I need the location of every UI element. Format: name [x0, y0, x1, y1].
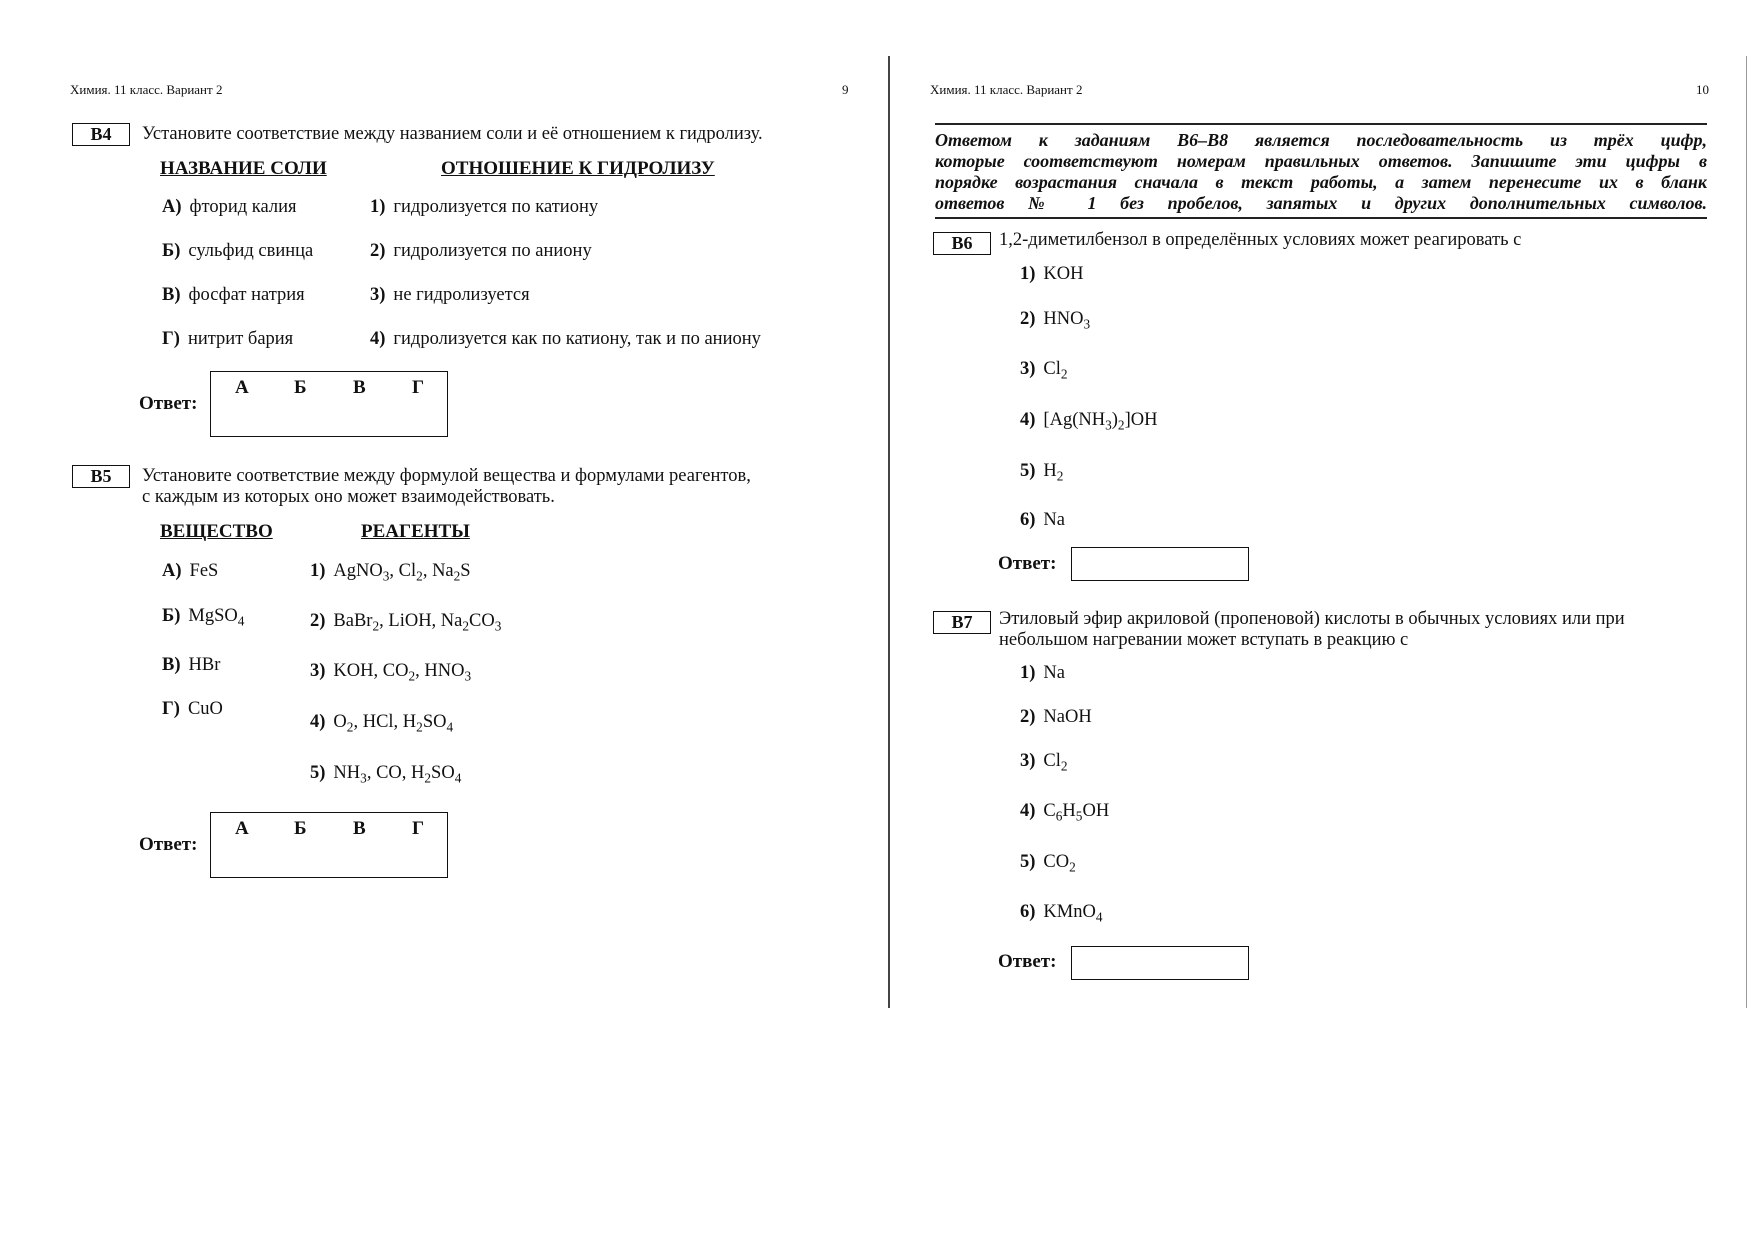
b6-formula: $H_2$ — [1043, 461, 1064, 484]
b7-formula: $Cl_2$ — [1043, 751, 1068, 774]
b4-left-item: В) фосфат натрия — [162, 285, 305, 305]
task-number-b7: B7 — [933, 611, 991, 634]
b5-grid-letter: В — [353, 818, 366, 839]
instruction-line: порядке возрастания сначала в текст работы, а затем перенесите их в бланк — [935, 172, 1707, 192]
b5-reagent-item: 5) $NH_3$, CO, $H_2SO_4$ — [310, 763, 462, 786]
b5-substance-item: А) FeS — [162, 561, 219, 581]
b4-answer-grid[interactable] — [210, 371, 448, 437]
b7-answer-label: Ответ: — [998, 951, 1057, 972]
b4-right-item: 2) гидролизуется по аниону — [370, 241, 592, 261]
b5-substance-item: В) HBr — [162, 655, 221, 675]
b4-question: Установите соответствие между названием соли и её отношением к гидролизу. — [142, 124, 763, 144]
instruction-block — [935, 130, 1707, 214]
b5-reagent-item: 1) AgNO$_3$, $Cl_2$, $Na_2S$ — [310, 561, 471, 584]
b7-option: 5) $CO_2$ — [1020, 852, 1076, 875]
b4-grid-letter: А — [235, 377, 249, 398]
b4-right-item: 3) не гидролизуется — [370, 285, 530, 305]
b6-formula: KOH — [1043, 264, 1084, 284]
b7-formula: $CO_2$ — [1043, 852, 1076, 875]
b7-option: 3) $Cl_2$ — [1020, 751, 1068, 774]
b5-question-line1: Установите соответствие между формулой вещества и формулами реагентов, — [142, 466, 751, 486]
b5-substance-item: Г) CuO — [162, 699, 223, 719]
right-header-title: Химия. 11 класс. Вариант 2 — [930, 82, 1083, 97]
instruction-bottom-rule — [935, 217, 1707, 219]
b5-grid-letter: Б — [294, 818, 307, 839]
b7-option: 1) Na — [1020, 663, 1065, 683]
instruction-line: ответов № 1 без пробелов, запятых и других дополнительных символов. — [935, 193, 1707, 213]
b7-formula: KMnO$_4$ — [1043, 902, 1103, 925]
b7-option: 2) NaOH — [1020, 707, 1092, 727]
task-number-b4: B4 — [72, 123, 130, 146]
b5-column-header-reagents: РЕАГЕНТЫ — [361, 521, 470, 542]
b5-formula: CuO — [187, 699, 223, 719]
b5-formula: KOH, $CO_2$, $HNO_3$ — [333, 661, 472, 684]
b7-formula: NaOH — [1043, 707, 1092, 727]
instruction-top-rule — [935, 123, 1707, 125]
b7-option: 4) $C_6H_5OH$ — [1020, 801, 1110, 824]
b7-question-line2: небольшом нагревании может вступать в реакцию с — [999, 630, 1409, 650]
b4-grid-letter: Б — [294, 377, 307, 398]
b5-substance-item: Б) MgSO$_4$ — [162, 606, 245, 629]
page-divider — [888, 56, 890, 1008]
b7-option: 6) KMnO$_4$ — [1020, 902, 1103, 925]
b5-formula: $NH_3$, CO, $H_2SO_4$ — [333, 763, 462, 786]
b5-grid-letter: А — [235, 818, 249, 839]
b5-reagent-item: 2) BaBr$_2$, LiOH, $Na_2CO_3$ — [310, 611, 502, 634]
b4-right-item: 4) гидролизуется как по катиону, так и по аниону — [370, 329, 761, 349]
b4-grid-letter: Г — [412, 377, 425, 398]
left-header-title: Химия. 11 класс. Вариант 2 — [70, 82, 223, 97]
b7-formula: $C_6H_5OH$ — [1043, 801, 1110, 824]
b6-answer-label: Ответ: — [998, 553, 1057, 574]
b6-option: 1) KOH — [1020, 264, 1084, 284]
b6-question: 1,2-диметилбензол в определённых условиях может реагировать с — [999, 230, 1522, 250]
b5-answer-label: Ответ: — [139, 834, 198, 855]
b4-grid-letter: В — [353, 377, 366, 398]
b6-formula: $HNO_3$ — [1043, 309, 1091, 332]
instruction-line: Ответом к заданиям B6–B8 является последовательность из трёх цифр, — [935, 130, 1707, 150]
left-page-number: 9 — [842, 82, 849, 97]
b6-option: 5) $H_2$ — [1020, 461, 1064, 484]
b5-question-line2: с каждым из которых оно может взаимодействовать. — [142, 487, 555, 507]
right-page-number: 10 — [1696, 82, 1709, 97]
b6-option: 4) $[Ag(NH_3)_2]OH$ — [1020, 410, 1158, 433]
b7-answer-box[interactable] — [1071, 946, 1249, 980]
b4-column-header-salt: НАЗВАНИЕ СОЛИ — [160, 158, 327, 179]
b6-option: 3) $Cl_2$ — [1020, 359, 1068, 382]
b5-formula: AgNO$_3$, $Cl_2$, $Na_2S$ — [333, 561, 471, 584]
b5-formula: HBr — [188, 655, 221, 675]
b5-formula: $O_2$, HCl, $H_2SO_4$ — [333, 712, 454, 735]
b5-reagent-item: 4) $O_2$, HCl, $H_2SO_4$ — [310, 712, 454, 735]
b5-formula: BaBr$_2$, LiOH, $Na_2CO_3$ — [333, 611, 502, 634]
instruction-line: которые соответствуют номерам правильных ответов. Запишите эти цифры в — [935, 151, 1707, 171]
b5-column-header-substance: ВЕЩЕСТВО — [160, 521, 273, 542]
b6-formula: $Cl_2$ — [1043, 359, 1068, 382]
b5-formula: MgSO$_4$ — [188, 606, 245, 629]
b6-option: 6) Na — [1020, 510, 1065, 530]
b4-left-item: А) фторид калия — [162, 197, 297, 217]
task-number-b5: B5 — [72, 465, 130, 488]
right-page-edge — [1746, 56, 1747, 1008]
b5-reagent-item: 3) KOH, $CO_2$, $HNO_3$ — [310, 661, 472, 684]
b6-formula: Na — [1043, 510, 1065, 530]
b4-answer-label: Ответ: — [139, 393, 198, 414]
b4-column-header-hydrolysis: ОТНОШЕНИЕ К ГИДРОЛИЗУ — [441, 158, 715, 179]
b7-formula: Na — [1043, 663, 1065, 683]
b6-answer-box[interactable] — [1071, 547, 1249, 581]
b7-question-line1: Этиловый эфир акриловой (пропеновой) кислоты в обычных условиях или при — [999, 609, 1625, 629]
b5-answer-grid[interactable] — [210, 812, 448, 878]
b4-left-item: Г) нитрит бария — [162, 329, 294, 349]
b4-right-item: 1) гидролизуется по катиону — [370, 197, 599, 217]
b6-formula: $[Ag(NH_3)_2]OH$ — [1043, 410, 1158, 433]
b4-left-item: Б) сульфид свинца — [162, 241, 314, 261]
b5-formula: FeS — [189, 561, 219, 581]
b6-option: 2) $HNO_3$ — [1020, 309, 1091, 332]
b5-grid-letter: Г — [412, 818, 425, 839]
task-number-b6: B6 — [933, 232, 991, 255]
